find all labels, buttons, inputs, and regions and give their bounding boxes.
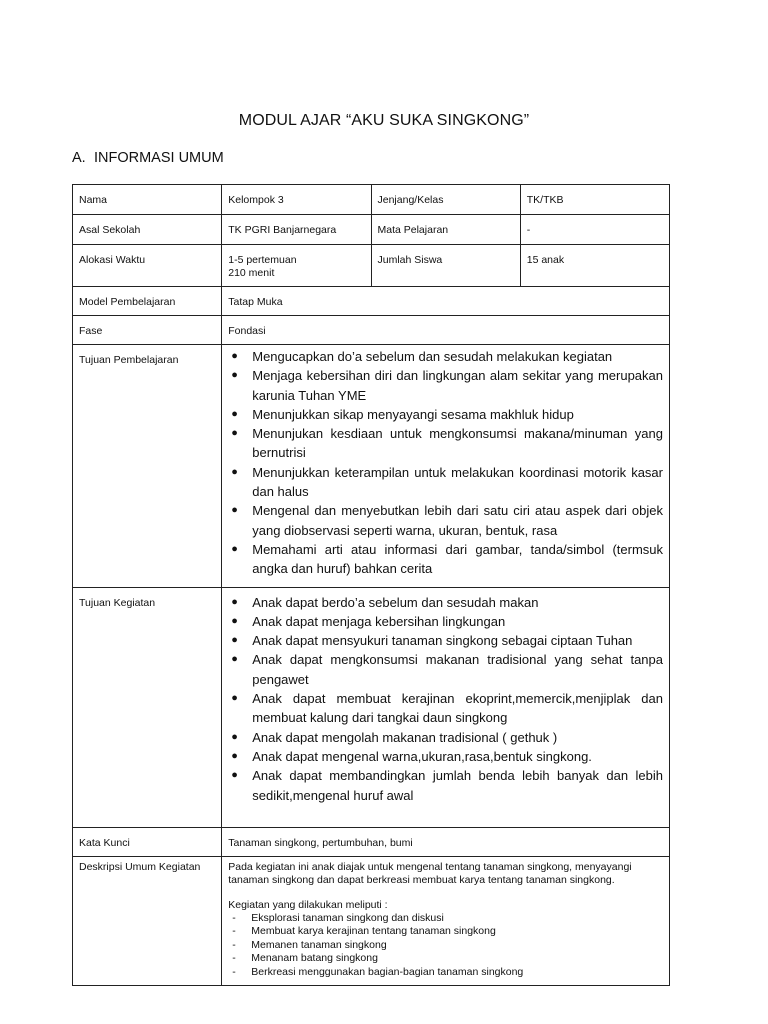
- tujuan-pembelajaran-item-text: Mengucapkan do’a sebelum dan sesudah melakukan kegiatan: [252, 349, 613, 364]
- cell-label-jumlah-siswa: Jumlah Siswa: [371, 245, 520, 287]
- tujuan-pembelajaran-item-text: Menunjukan kesdiaan untuk mengkonsumsi makana/minuman yang bernutrisi: [252, 426, 663, 461]
- deskripsi-activity-item: [228, 939, 663, 953]
- dash-icon: -: [232, 965, 236, 978]
- tujuan-kegiatan-item: [228, 689, 663, 728]
- tujuan-kegiatan-item-text: Anak dapat mengkonsumsi makanan tradisional yang sehat tanpa pengawet: [252, 652, 663, 687]
- tujuan-pembelajaran-item: [228, 405, 663, 424]
- cell-label-model: Model Pembelajaran: [73, 287, 222, 316]
- bullet-icon: ●: [231, 595, 238, 608]
- cell-value-deskripsi: [222, 856, 670, 986]
- deskripsi-activity-item: [228, 912, 663, 926]
- tujuan-kegiatan-item: [228, 593, 663, 612]
- cell-label-asal-sekolah: Asal Sekolah: [73, 215, 222, 245]
- document-title: MODUL AJAR “AKU SUKA SINGKONG”: [238, 112, 530, 129]
- row-model-pembelajaran: [73, 287, 670, 316]
- bullet-icon: ●: [231, 730, 238, 743]
- section-number: A.: [72, 150, 86, 166]
- tujuan-kegiatan-item-text: Anak dapat menjaga kebersihan lingkungan: [252, 613, 506, 629]
- tujuan-kegiatan-list: [228, 593, 663, 805]
- bullet-icon: ●: [231, 542, 238, 555]
- tujuan-kegiatan-item-text: Anak dapat mengenal warna,ukuran,rasa,bentuk singkong.: [252, 748, 592, 764]
- row-tujuan-pembelajaran: [73, 345, 670, 588]
- tujuan-pembelajaran-item-text: Mengenal dan menyebutkan lebih dari satu ciri atau aspek dari objek yang diobservasi seperti warna, ukuran, bentuk, rasa: [252, 503, 663, 538]
- bullet-icon: ●: [231, 653, 238, 666]
- tujuan-kegiatan-item: [228, 612, 663, 631]
- bullet-icon: ●: [231, 369, 238, 382]
- dash-icon: -: [232, 952, 236, 965]
- tujuan-kegiatan-item-text: Anak dapat berdo’a sebelum dan sesudah makan: [252, 594, 539, 610]
- dash-icon: -: [232, 938, 236, 951]
- row-asal-sekolah: [73, 215, 670, 245]
- dash-icon: -: [232, 925, 236, 938]
- row-tujuan-kegiatan: [73, 587, 670, 827]
- tujuan-pembelajaran-item: [228, 463, 663, 502]
- tujuan-pembelajaran-list: [228, 347, 663, 579]
- row-alokasi-waktu: [73, 245, 670, 287]
- cell-value-jumlah-siswa: 15 anak: [520, 245, 669, 287]
- tujuan-kegiatan-item-text: Anak dapat membandingkan jumlah benda lebih banyak dan lebih sedikit,mengenal huruf awal: [252, 768, 663, 803]
- tujuan-kegiatan-item: [228, 766, 663, 805]
- tujuan-pembelajaran-item-text: Memahami arti atau informasi dari gambar, tanda/simbol (termsuk angka dan huruf) bahkan cerita: [252, 541, 663, 577]
- cell-label-alokasi-waktu: Alokasi Waktu: [73, 245, 222, 287]
- section-label: INFORMASI UMUM: [94, 150, 224, 166]
- cell-label-tujuan-kegiatan: Tujuan Kegiatan: [73, 587, 222, 827]
- tujuan-pembelajaran-item-text: Menjaga kebersihan diri dan lingkungan alam sekitar yang merupakan karunia Tuhan YME: [252, 368, 663, 403]
- deskripsi-activity-list: [228, 912, 663, 980]
- cell-value-tujuan-pembelajaran: [222, 345, 670, 588]
- cell-label-nama: Nama: [73, 185, 222, 215]
- tujuan-kegiatan-item-text: Anak dapat mengolah makanan tradisional ( gethuk ): [252, 729, 558, 745]
- cell-value-alokasi-waktu: [222, 245, 371, 287]
- row-fase: [73, 316, 670, 345]
- bullet-icon: ●: [231, 749, 238, 762]
- bullet-icon: ●: [231, 692, 238, 705]
- cell-label-jenjang: Jenjang/Kelas: [371, 185, 520, 215]
- tujuan-pembelajaran-item: [228, 347, 663, 366]
- tujuan-pembelajaran-item-text: Menunjukkan keterampilan untuk melakukan koordinasi motorik kasar dan halus: [252, 464, 663, 500]
- bullet-icon: ●: [231, 465, 238, 478]
- bullet-icon: ●: [231, 634, 238, 647]
- deskripsi-activity-item-text: Memanen tanaman singkong: [251, 938, 387, 951]
- cell-value-kata-kunci: Tanaman singkong, pertumbuhan, bumi: [222, 827, 670, 856]
- cell-label-deskripsi: Deskripsi Umum Kegiatan: [73, 856, 222, 986]
- cell-label-mata-pelajaran: Mata Pelajaran: [371, 215, 520, 245]
- deskripsi-activity-item-text: Menanam batang singkong: [251, 952, 378, 965]
- tujuan-kegiatan-item-text: Anak dapat mensyukuri tanaman singkong sebagai ciptaan Tuhan: [252, 633, 633, 649]
- cell-value-asal-sekolah: TK PGRI Banjarnegara: [222, 215, 371, 245]
- cell-label-fase: Fase: [73, 316, 222, 345]
- cell-value-fase: Fondasi: [222, 316, 670, 345]
- deskripsi-activity-item: [228, 925, 663, 939]
- bullet-icon: ●: [231, 407, 238, 420]
- tujuan-kegiatan-item: [228, 631, 663, 650]
- tujuan-pembelajaran-item-text: Menunjukkan sikap menyayangi sesama makhluk hidup: [252, 406, 574, 422]
- tujuan-pembelajaran-item: [228, 540, 663, 579]
- bullet-icon: ●: [231, 504, 238, 517]
- deskripsi-activity-item-text: Berkreasi menggunakan bagian-bagian tanaman singkong: [251, 965, 524, 978]
- deskripsi-paragraph: Pada kegiatan ini anak diajak untuk mengenal tentang tanaman singkong, menyayangi tanaman singkong dan dapat berkreasi membuat karya tentang tanaman singkong.: [228, 860, 632, 886]
- deskripsi-activity-item: [228, 966, 663, 980]
- row-nama: [73, 185, 670, 215]
- tujuan-kegiatan-item-text: Anak dapat membuat kerajinan ekoprint,memercik,menjiplak dan membuat kalung dari tangkai daun singkong: [252, 691, 663, 726]
- tujuan-kegiatan-item: [228, 728, 663, 747]
- deskripsi-activity-item: [228, 952, 663, 966]
- cell-value-mata-pelajaran: -: [520, 215, 669, 245]
- row-kata-kunci: [73, 827, 670, 856]
- tujuan-pembelajaran-item: [228, 366, 663, 405]
- bullet-icon: ●: [231, 350, 238, 362]
- bullet-icon: ●: [231, 614, 238, 627]
- deskripsi-activity-item-text: Eksplorasi tanaman singkong dan diskusi: [251, 911, 444, 924]
- info-table: [72, 184, 670, 986]
- alokasi-line-2: 210 menit: [228, 267, 275, 279]
- tujuan-kegiatan-item: [228, 747, 663, 766]
- bullet-icon: ●: [231, 427, 238, 440]
- cell-value-tujuan-kegiatan: [222, 587, 670, 827]
- cell-label-tujuan-pembelajaran: Tujuan Pembelajaran: [73, 345, 222, 588]
- cell-value-nama: Kelompok 3: [222, 185, 371, 215]
- deskripsi-intro: Kegiatan yang dilakukan meliputi :: [228, 898, 388, 911]
- cell-value-model: Tatap Muka: [222, 287, 670, 316]
- cell-value-jenjang: TK/TKB: [520, 185, 669, 215]
- tujuan-kegiatan-item: [228, 650, 663, 689]
- tujuan-pembelajaran-item: [228, 424, 663, 463]
- tujuan-pembelajaran-item: [228, 501, 663, 540]
- section-heading: [72, 150, 224, 166]
- deskripsi-activity-item-text: Membuat karya kerajinan tentang tanaman singkong: [251, 925, 496, 938]
- dash-icon: -: [232, 911, 236, 924]
- row-deskripsi: [73, 856, 670, 986]
- cell-label-kata-kunci: Kata Kunci: [73, 827, 222, 856]
- alokasi-line-1: 1-5 pertemuan: [228, 254, 297, 266]
- bullet-icon: ●: [231, 769, 238, 782]
